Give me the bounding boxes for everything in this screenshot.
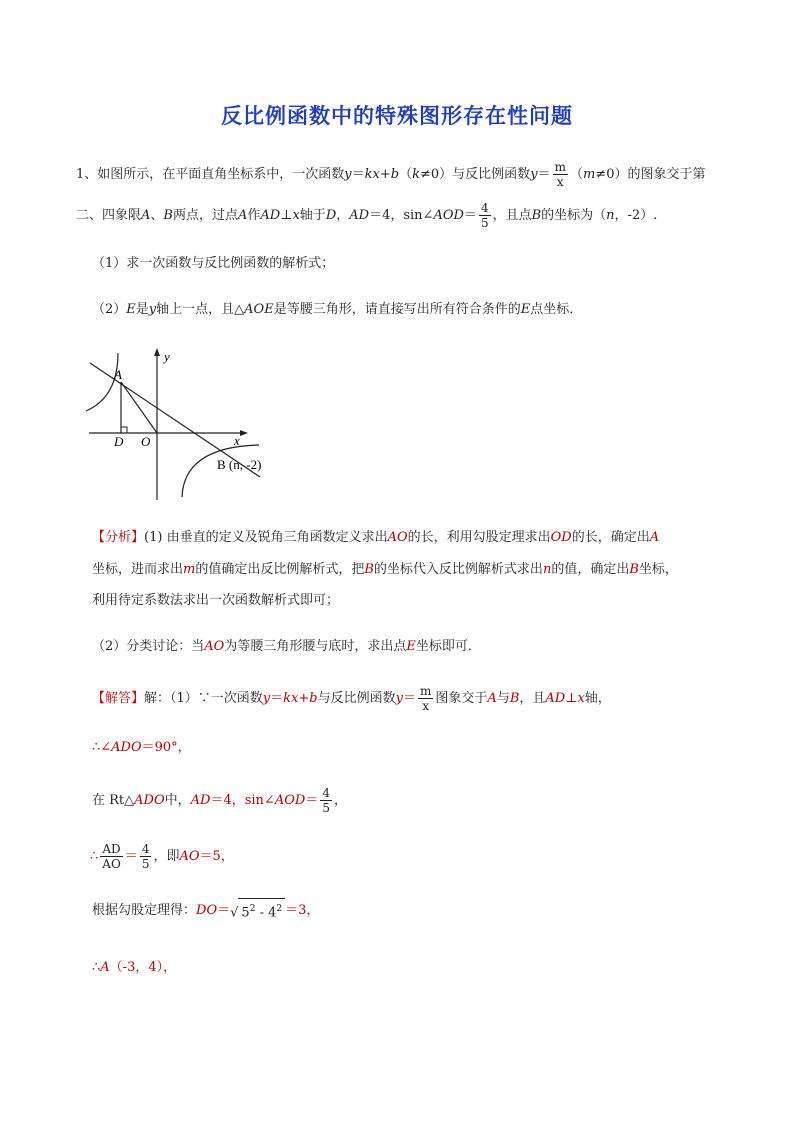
text: y bbox=[530, 167, 538, 182]
text: 轴上一点，且△ bbox=[156, 302, 245, 317]
text: (1) 由垂直的定义及锐角三角函数定义求出 bbox=[144, 530, 388, 545]
fraction bbox=[100, 842, 123, 871]
exponent: 2 bbox=[276, 904, 283, 914]
text: y bbox=[344, 167, 352, 182]
text: B bbox=[163, 208, 173, 223]
text: A bbox=[100, 960, 110, 975]
question-2 bbox=[92, 300, 582, 320]
text: y bbox=[148, 302, 157, 317]
text: 作 bbox=[247, 208, 261, 223]
solution-line-2 bbox=[92, 738, 191, 758]
solution-line-4 bbox=[90, 842, 234, 871]
text: ADO bbox=[134, 793, 165, 808]
square-root bbox=[230, 898, 285, 923]
solution-tag: 【解答】 bbox=[92, 691, 145, 706]
text: ＝5， bbox=[199, 849, 234, 864]
radical-sign: √ bbox=[230, 905, 239, 921]
text: y bbox=[395, 691, 403, 706]
text: （ bbox=[399, 167, 413, 182]
text: ∴ bbox=[92, 960, 101, 975]
text: ＝ bbox=[351, 167, 365, 182]
question-1: （1）求一次函数与反比例函数的解析式； bbox=[92, 256, 335, 271]
text: 与反比例函数 bbox=[317, 691, 396, 706]
text: 的值确定出反比例解析式，把 bbox=[195, 562, 365, 577]
text: DO bbox=[196, 903, 218, 919]
solution-line-3 bbox=[92, 786, 347, 815]
numerator: 4 bbox=[480, 201, 489, 215]
right-angle-mark bbox=[121, 427, 127, 433]
text: 为等腰三角形腰与底时，求出点 bbox=[224, 639, 407, 654]
hyperbola-branch-quadrant-2 bbox=[86, 353, 118, 411]
text: ⊥ bbox=[565, 691, 578, 706]
text: 1、如图所示，在平面直角坐标系中，一次函数 bbox=[76, 167, 345, 182]
numerator: m bbox=[554, 160, 566, 174]
numerator: AD bbox=[100, 842, 123, 857]
text: b bbox=[390, 167, 400, 182]
text: 二、四象限 bbox=[76, 208, 142, 223]
radicand bbox=[238, 898, 285, 923]
text: 坐标，进而求出 bbox=[92, 562, 184, 577]
denominator: 5 bbox=[322, 801, 330, 815]
text: ＝3， bbox=[285, 903, 320, 919]
text: - 4 bbox=[255, 905, 277, 921]
text: ＝ bbox=[217, 903, 231, 919]
text: ，且 bbox=[519, 691, 546, 706]
text: E bbox=[126, 302, 136, 317]
text: E bbox=[520, 302, 531, 317]
text: 点坐标． bbox=[530, 302, 583, 317]
fraction bbox=[553, 160, 568, 189]
text: A bbox=[238, 208, 248, 223]
text: 的坐标为（ bbox=[541, 208, 607, 223]
text: AD bbox=[190, 793, 211, 808]
text: kx bbox=[283, 691, 299, 706]
text: ∴∠ bbox=[92, 740, 112, 755]
analysis-line-4 bbox=[92, 637, 481, 657]
text: 轴于 bbox=[299, 208, 326, 223]
text: AD bbox=[260, 208, 281, 223]
text: ∴ bbox=[90, 849, 99, 864]
numerator: 4 bbox=[322, 786, 330, 800]
text: ≠0）的图象交于第 bbox=[595, 167, 706, 182]
numerator: m bbox=[420, 684, 432, 698]
text: B bbox=[531, 208, 542, 223]
text: E bbox=[406, 639, 416, 654]
text: A bbox=[649, 530, 660, 545]
denominator: AO bbox=[102, 857, 121, 871]
exponent: 2 bbox=[249, 904, 256, 914]
text: 根据勾股定理得： bbox=[92, 903, 197, 919]
point-b-label: B (n, -2) bbox=[217, 457, 262, 472]
origin-label: O bbox=[141, 434, 151, 449]
y-axis-label: y bbox=[164, 349, 170, 364]
text: AO bbox=[387, 530, 408, 545]
text: 的坐标代入反比例解析式求出 bbox=[373, 562, 543, 577]
text: ＝ bbox=[537, 167, 551, 182]
text: B bbox=[629, 562, 639, 577]
text: 与 bbox=[496, 691, 510, 706]
text: 的长，利用勾股定理求出 bbox=[407, 530, 551, 545]
segment-ao bbox=[121, 382, 157, 433]
text: ，且点 bbox=[492, 208, 532, 223]
text: B bbox=[364, 562, 374, 577]
text: AD bbox=[545, 691, 566, 706]
text: AOD bbox=[433, 208, 464, 223]
text: x bbox=[577, 691, 585, 706]
text: 是等腰三角形，请直接写出所有符合条件的 bbox=[273, 302, 521, 317]
solution-line-5 bbox=[92, 898, 319, 923]
text: A bbox=[141, 208, 151, 223]
text: OD bbox=[550, 530, 572, 545]
text: B bbox=[509, 691, 520, 706]
point-a-label: A bbox=[114, 367, 122, 382]
text: k bbox=[412, 167, 421, 182]
solution-line-1 bbox=[92, 684, 611, 713]
solution-line-6 bbox=[92, 958, 176, 978]
text: ＝ bbox=[403, 691, 417, 706]
analysis-line-2 bbox=[92, 560, 678, 580]
text: A bbox=[487, 691, 497, 706]
text: ＝4，sin∠ bbox=[210, 793, 275, 808]
text: n bbox=[542, 562, 552, 577]
text: 中， bbox=[164, 793, 191, 808]
text: kx bbox=[364, 167, 380, 182]
y-axis-arrow bbox=[154, 348, 160, 356]
text: AD bbox=[349, 208, 370, 223]
text: 坐标， bbox=[638, 562, 678, 577]
text: y bbox=[262, 691, 271, 706]
text: 的值，确定出 bbox=[551, 562, 630, 577]
text: ， bbox=[333, 793, 347, 808]
text: b bbox=[309, 691, 318, 706]
text: m bbox=[183, 562, 196, 577]
text: 、 bbox=[150, 208, 164, 223]
text: n bbox=[606, 208, 615, 223]
text: 两点，过点 bbox=[172, 208, 238, 223]
text: D bbox=[325, 208, 337, 223]
numerator: 4 bbox=[141, 842, 150, 856]
text: ADO bbox=[111, 740, 142, 755]
text: （2） bbox=[92, 302, 127, 317]
text: （-3，4）， bbox=[109, 960, 177, 975]
text: ，即 bbox=[153, 849, 180, 864]
text: 是 bbox=[135, 302, 149, 317]
text: ， bbox=[336, 208, 350, 223]
fraction bbox=[479, 201, 491, 230]
fraction bbox=[140, 842, 152, 871]
text: ≠0）与反比例函数 bbox=[420, 167, 531, 182]
text: + bbox=[298, 691, 310, 706]
text: 5 bbox=[241, 905, 250, 921]
analysis-line-3: 利用待定系数法求出一次函数解析式即可； bbox=[92, 593, 340, 608]
text: ＝4，sin∠ bbox=[369, 208, 434, 223]
text: AOD bbox=[274, 793, 306, 808]
fraction bbox=[320, 786, 332, 815]
text: ＝ bbox=[270, 691, 284, 706]
text: AO bbox=[204, 639, 225, 654]
analysis-tag: 【分析】 bbox=[92, 530, 145, 545]
fraction bbox=[418, 684, 433, 713]
denominator: 5 bbox=[480, 216, 489, 230]
text: AOE bbox=[244, 302, 274, 317]
denominator: x bbox=[422, 699, 430, 713]
text: m bbox=[582, 167, 596, 182]
text: x bbox=[292, 208, 300, 223]
text: + bbox=[379, 167, 391, 182]
text: ＝ bbox=[463, 208, 477, 223]
page-title: 反比例函数中的特殊图形存在性问题 bbox=[221, 104, 573, 128]
problem-line-2 bbox=[76, 201, 657, 230]
text: ＝ bbox=[124, 849, 138, 864]
text: AO bbox=[179, 849, 200, 864]
text: 解：（1）∵一次函数 bbox=[144, 691, 263, 706]
text: 图象交于 bbox=[435, 691, 488, 706]
x-axis-label: x bbox=[234, 433, 240, 448]
text: ＝90°， bbox=[141, 740, 191, 755]
text: 在 Rt△ bbox=[92, 793, 135, 808]
problem-line-1 bbox=[76, 160, 705, 189]
text: 轴， bbox=[584, 691, 611, 706]
text: （2）分类讨论：当 bbox=[92, 639, 205, 654]
denominator: 5 bbox=[141, 857, 150, 871]
denominator: x bbox=[556, 175, 564, 189]
text: ＝ bbox=[305, 793, 319, 808]
text: （ bbox=[569, 167, 583, 182]
point-d-label: D bbox=[114, 434, 124, 449]
text: ，-2）. bbox=[614, 208, 658, 223]
text: ⊥ bbox=[280, 208, 293, 223]
function-graph-figure bbox=[84, 345, 294, 505]
text: 的长，确定出 bbox=[571, 530, 650, 545]
x-axis-arrow bbox=[240, 430, 248, 436]
text: 坐标即可． bbox=[415, 639, 481, 654]
analysis-line-1 bbox=[92, 528, 659, 548]
